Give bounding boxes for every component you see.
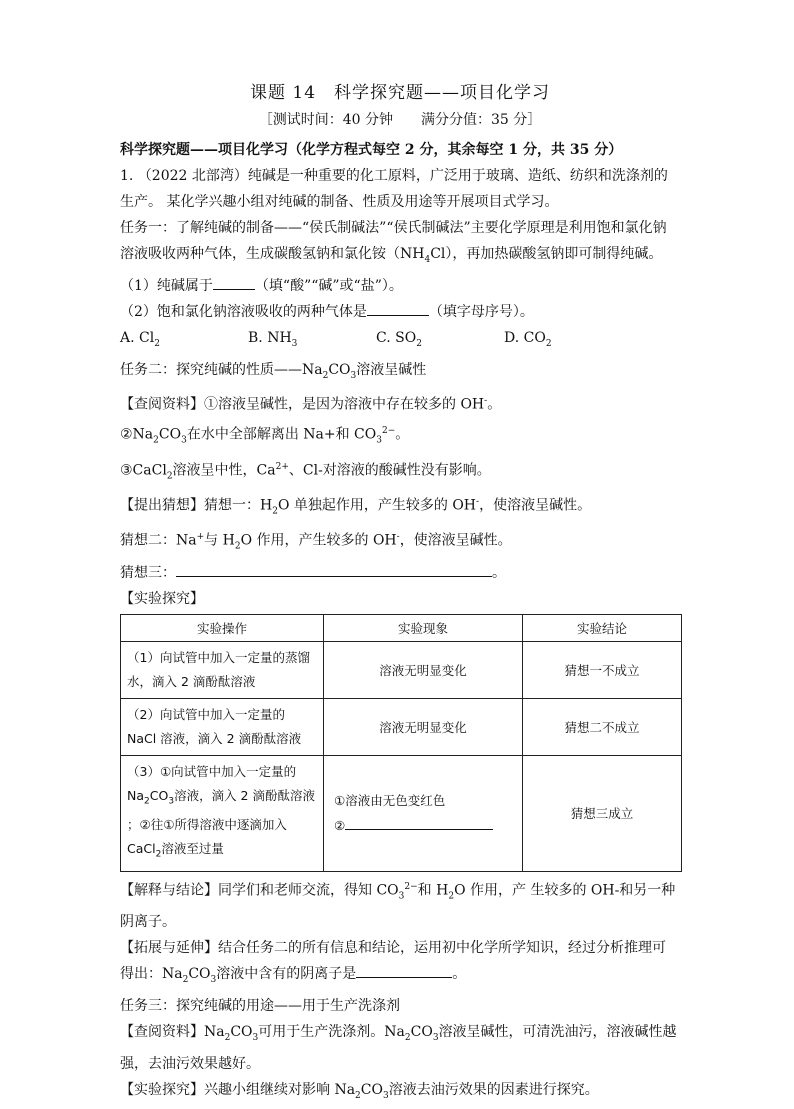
answer-blank-5[interactable] [356, 961, 452, 978]
experiment-task3: 【实验探究】兴趣小组继续对影响 $Na_2CO_3$溶液去油污效果的因素进行探究。 [120, 1081, 599, 1101]
part2-prompt: （2）饱和氯化钠溶液吸收的两种气体是 [120, 303, 367, 320]
operation-cell: （3）①向试管中加入一定量的 $Na_2CO_3$溶液，滴入 2 滴酚酞溶液 ；②往①所得溶液中逐滴加入 CaCl$_2$溶液至过量 [121, 755, 324, 871]
option-d[interactable]: D. $CO_2$ [504, 329, 552, 349]
option-c[interactable]: C. $SO_2$ [376, 329, 422, 349]
part1-hint: （填“酸”“碱”或“盐”）。 [254, 277, 403, 294]
operation-cell: （1）向试管中加入一定量的蒸馏 水，滴入 2 滴酚酞溶液 [121, 641, 324, 698]
answer-blank-1[interactable] [213, 273, 255, 290]
task1-text: 溶液吸收两种气体，生成碳酸氢钠和氯化铵（NH [120, 246, 425, 262]
table-row [121, 698, 682, 755]
hypothesis-1: 【提出猜想】猜想一：$H_2O$ 单独起作用，产生较多的 OH-，使溶液呈碱性。 [120, 496, 592, 517]
task1-line-2 [120, 241, 680, 273]
explanation-line-1: 【解释与结论】同学们和老师交流，得知 $CO_3^{2-}$和 $H_2O$ 作用，产 生较多的 OH-和另一种 [120, 881, 676, 902]
task2-heading: 任务二：探究纯碱的性质$——Na_2CO_3$溶液呈碱性 [120, 361, 427, 381]
page-title: 课题 14 科学探究题——项目化学习 [249, 83, 551, 103]
subscript: 4 [424, 254, 431, 265]
table-header: 实验现象 [324, 614, 523, 641]
section-heading-left: 科学探究题——项目化学习 [120, 142, 288, 158]
test-info: ［测试时间：40 分钟 满分分值：35 分］ [258, 112, 542, 128]
phenomenon-cell: 溶液无明显变化 [324, 698, 523, 755]
table-header: 实验操作 [121, 614, 324, 641]
hypothesis-label: 【提出猜想】 [120, 497, 204, 514]
operation-cell: （2）向试管中加入一定量的 NaCl 溶液，滴入 2 滴酚酞溶液 [121, 698, 324, 755]
task1-text-end: Cl），再加热碳酸氢钠即可制得纯碱。 [430, 246, 663, 262]
experiment-table [120, 614, 682, 872]
reference-info-task3-2: 强，去油污效果越好。 [120, 1055, 260, 1072]
conclusion-cell: 猜想二不成立 [523, 698, 682, 755]
section-heading [120, 137, 680, 163]
explanation-line-2: 阴离子。 [120, 914, 176, 931]
table-header: 实验结论 [523, 614, 682, 641]
part2-hint: （填字母序号）。 [428, 303, 534, 320]
task3-heading: 任务三：探究纯碱的用途——用于生产洗涤剂 [120, 998, 400, 1015]
question-part-1 [120, 273, 680, 299]
section-heading-right: （化学方程式每空 2 分，其余每空 1 分，共 35 分） [288, 142, 623, 158]
hypothesis-3: 猜想三： 。 [120, 560, 680, 586]
extension-line-1: 【拓展与延伸】结合任务二的所有信息和结论，运用初中化学所学知识，经过分析推理可 [120, 940, 666, 957]
reference-info-2: $②Na_2CO_3$在水中全部解离出 Na+和 $CO_3^{2-}$。 [120, 426, 410, 446]
question-part-2 [120, 299, 680, 325]
conclusion-cell: 猜想三成立 [523, 755, 682, 871]
phenomenon-cell: ①溶液由无色变红色 ② [324, 755, 523, 871]
reference-info-1: 【查阅资料】①溶液呈碱性，是因为溶液中存在较多的 OH-。 [120, 396, 502, 414]
task1-line-1: 任务一：了解纯碱的制备——“侯氏制碱法”“侯氏制碱法”主要化学原理是利用饱和氯化钠 [120, 220, 667, 236]
table-row [121, 755, 682, 871]
q1-intro-line-1: 1. （2022 北部湾）纯碱是一种重要的化工原料，广泛用于玻璃、造纸、纺织和洗涤剂的 [120, 168, 668, 184]
hypothesis-2: 猜想二：Na+与 $H_2O$ 作用，产生较多的 OH-，使溶液呈碱性。 [120, 532, 512, 552]
reference-info-task3-1: 【查阅资料】$Na_2CO_3$可用于生产洗涤剂。$Na_2CO_3$溶液呈碱性，可清洗油污，溶液碱性越 [120, 1024, 677, 1043]
q1-intro-line-2: 生产。 某化学兴趣小组对纯碱的制备、性质及用途等开展项目式学习。 [120, 194, 559, 210]
worksheet-page [120, 78, 680, 1109]
phenomenon-cell: 溶液无明显变化 [324, 641, 523, 698]
option-a[interactable]: A. $Cl_2$ [120, 329, 160, 349]
answer-blank-2[interactable] [367, 299, 429, 316]
table-row [121, 641, 682, 698]
table-header-row [121, 614, 682, 641]
reference-info-3: ③CaCl$_2$溶液呈中性，$Ca^{2+}$、Cl-对溶液的酸碱性没有影响。 [120, 461, 491, 481]
answer-blank-3[interactable] [176, 560, 492, 577]
answer-blank-4[interactable] [345, 813, 493, 830]
choice-options [120, 325, 680, 357]
part1-prompt: （1）纯碱属于 [120, 277, 213, 294]
extension-line-2: 得出：$Na_2CO_3$溶液中含有的阴离子是 。 [120, 961, 680, 993]
experiment-label: 【实验探究】 [120, 590, 204, 607]
conclusion-cell: 猜想一不成立 [523, 641, 682, 698]
option-b[interactable]: B. $NH_3$ [248, 329, 298, 349]
